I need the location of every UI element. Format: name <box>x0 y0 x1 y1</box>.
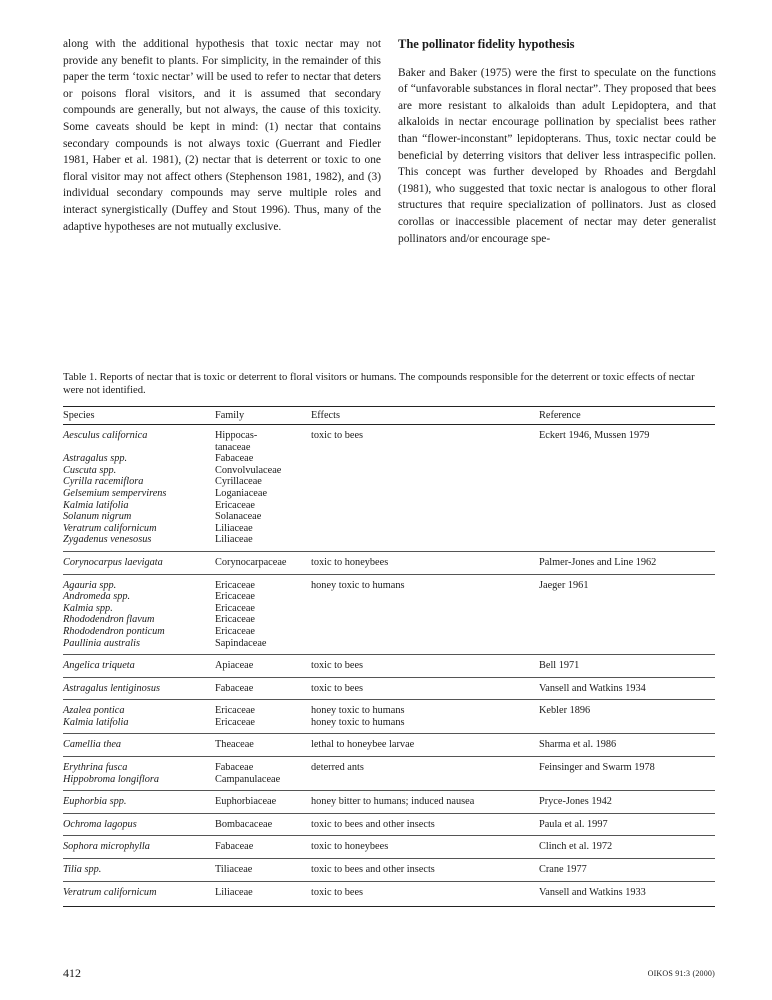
cell-family: Bombacaceae <box>215 813 311 836</box>
cell-reference: Paula et al. 1997 <box>539 813 715 836</box>
cell-species: Agauria spp. Andromeda spp. Kalmia spp. Rhododendron flavum Rhododendron ponticum Paullinia australis <box>63 574 215 655</box>
cell-effects: toxic to bees <box>311 430 364 441</box>
cell-species: Azalea pontica Kalmia latifolia <box>63 700 215 734</box>
table-row <box>63 734 715 757</box>
section-heading: The pollinator fidelity hypothesis <box>398 37 575 51</box>
cell-family: Fabaceae <box>215 836 311 859</box>
left-text-column <box>63 36 381 235</box>
cell-effects: honey bitter to humans; induced nausea <box>311 791 539 814</box>
journal-citation: OIKOS 91:3 (2000) <box>647 969 715 978</box>
cell-family: Ericaceae Ericaceae <box>215 700 311 734</box>
table-row <box>63 574 715 655</box>
table-row <box>63 836 715 859</box>
cell-effects: toxic to honeybees <box>311 836 539 859</box>
table-row <box>63 425 715 552</box>
cell-species: Angelica triqueta <box>63 655 215 678</box>
cell-family: Ericaceae Ericaceae Ericaceae Ericaceae Ericaceae Sapindaceae <box>215 574 311 655</box>
cell-species: Euphorbia spp. <box>63 791 215 814</box>
header-species: Species <box>63 410 95 421</box>
cell-effects: honey toxic to humans <box>311 574 539 655</box>
cell-family: Apiaceae <box>215 655 311 678</box>
cell-effects: toxic to bees and other insects <box>311 813 539 836</box>
table-row <box>63 700 715 734</box>
cell-species: Aesculus californica Astragalus spp. Cuscuta spp. Cyrilla racemiflora Gelsemium sempervirens Kalmia latifolia Solanum nigrum Veratrum californicum Zygadenus venesosus <box>63 430 167 546</box>
cell-species: Erythrina fusca Hippobroma longiflora <box>63 757 215 791</box>
cell-effects: toxic to bees <box>311 677 539 700</box>
cell-species: Sophora microphylla <box>63 836 215 859</box>
cell-effects: toxic to bees <box>311 655 539 678</box>
table-row <box>63 813 715 836</box>
cell-effects: toxic to honeybees <box>311 551 539 574</box>
cell-reference: Feinsinger and Swarm 1978 <box>539 757 715 791</box>
cell-reference: Eckert 1946, Mussen 1979 <box>539 430 650 441</box>
table-row <box>63 655 715 678</box>
cell-family: Euphorbiaceae <box>215 791 311 814</box>
cell-effects: deterred ants <box>311 757 539 791</box>
table-bottom-rule <box>63 906 715 907</box>
table-1 <box>63 371 715 907</box>
cell-species: Ochroma lagopus <box>63 813 215 836</box>
body-paragraph: along with the additional hypothesis that toxic nectar may not provide any benefit to plants. For simplicity, in the remainder of this paper the term ‘toxic nectar’ will be used to refer to nectar that deters or poisons floral visitors, and it is assumed that secondary compounds are generally, but not always, the cause of this toxicity. Some caveats should be kept in mind: (1) nectar that contains secondary compounds is not always toxic (Guerrant and Fiedler 1981, Haber et al. 1981), (2) nectar that is deterrent or toxic to one floral visitor may not affect others (Stephenson 1981, 1982), and (3) individual secondary compounds may serve multiple roles and interact synergistically (Duffey and Stout 1996). Thus, many of the adaptive hypotheses are not mutually exclusive. <box>63 38 381 233</box>
cell-effects: toxic to bees <box>311 881 539 903</box>
cell-reference: Sharma et al. 1986 <box>539 734 715 757</box>
table-row <box>63 757 715 791</box>
table-row <box>63 791 715 814</box>
header-effects: Effects <box>311 410 340 421</box>
table-caption: Table 1. Reports of nectar that is toxic or deterrent to floral visitors or humans. The compounds responsible for the deterrent or toxic effects of nectar were not identified. <box>63 372 695 396</box>
cell-reference: Vansell and Watkins 1933 <box>539 881 715 903</box>
body-paragraph: Baker and Baker (1975) were the first to speculate on the functions of “unfavorable substances in floral nectar”. They proposed that bees are more resistant to alkaloids than adult Lepidoptera, and that alkaloids in nectar encourage pollination by specialist bees rather than “flower-inconstant” lepidopterans. Thus, toxic nectar could be beneficial by deterring visitors that deliver less intraspecific pollen. This concept was further developed by Rhoades and Bergdahl (1981), who suggested that toxic nectar is analogous to other floral structures that require specialization of pollinators. Just as closed corollas or inaccessible placement of nectar may deter generalist pollinators and/or encourage spe- <box>398 66 716 245</box>
cell-effects: toxic to bees and other insects <box>311 859 539 882</box>
table-row <box>63 881 715 903</box>
cell-reference: Clinch et al. 1972 <box>539 836 715 859</box>
header-reference: Reference <box>539 410 581 421</box>
cell-reference: Palmer-Jones and Line 1962 <box>539 551 715 574</box>
table-row <box>63 677 715 700</box>
cell-species: Corynocarpus laevigata <box>63 551 215 574</box>
cell-species: Astragalus lentiginosus <box>63 677 215 700</box>
cell-species: Tilia spp. <box>63 859 215 882</box>
cell-effects: honey toxic to humans honey toxic to humans <box>311 700 539 734</box>
cell-family: Fabaceae <box>215 677 311 700</box>
table-row <box>63 551 715 574</box>
cell-family: Corynocarpaceae <box>215 551 311 574</box>
table-body <box>63 425 715 904</box>
cell-family: Liliaceae <box>215 881 311 903</box>
cell-effects: lethal to honeybee larvae <box>311 734 539 757</box>
cell-reference: Bell 1971 <box>539 655 715 678</box>
cell-family: Tiliaceae <box>215 859 311 882</box>
cell-reference: Pryce-Jones 1942 <box>539 791 715 814</box>
cell-family: Theaceae <box>215 734 311 757</box>
right-text-column <box>398 36 716 247</box>
table-row <box>63 859 715 882</box>
page-number: 412 <box>63 966 81 980</box>
cell-reference: Kebler 1896 <box>539 700 715 734</box>
header-family: Family <box>215 410 245 421</box>
table-header <box>63 407 715 425</box>
cell-reference: Vansell and Watkins 1934 <box>539 677 715 700</box>
toxic-nectar-table <box>63 407 715 903</box>
cell-family: Fabaceae Campanulaceae <box>215 757 311 791</box>
cell-species: Veratrum californicum <box>63 881 215 903</box>
cell-reference: Crane 1977 <box>539 859 715 882</box>
cell-reference: Jaeger 1961 <box>539 574 715 655</box>
cell-species: Camellia thea <box>63 734 215 757</box>
cell-family: Hippocas- tanaceae Fabaceae Convolvulaceae Cyrillaceae Loganiaceae Ericaceae Solanaceae Liliaceae Liliaceae <box>215 430 282 546</box>
